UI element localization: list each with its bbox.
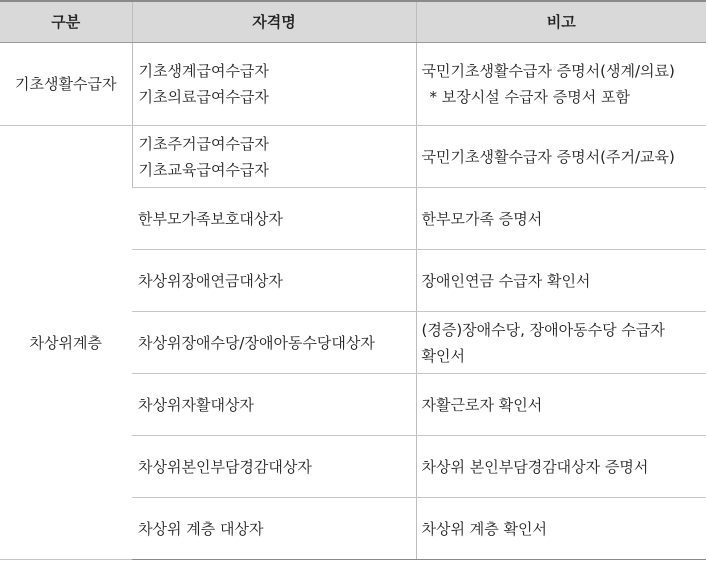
table-row: [0, 126, 706, 188]
remark: 장애인연금 수급자 확인서: [416, 250, 706, 312]
remark: 국민기초생활수급자 증명서(주거/교육): [416, 126, 706, 188]
qualification-name: 차상위본인부담경감대상자: [132, 436, 416, 498]
category-near-poverty: 차상위계층: [0, 126, 132, 560]
header-qualification-name: 자격명: [132, 1, 416, 43]
header-row: [0, 1, 706, 43]
remark: 차상위 본인부담경감대상자 증명서: [416, 436, 706, 498]
remark: 국민기초생활수급자 증명서(생계/의료) * 보장시설 수급자 증명서 포함: [416, 43, 706, 126]
qualification-name: 차상위장애연금대상자: [132, 250, 416, 312]
header-category: 구분: [0, 1, 132, 43]
qualification-name: 기초주거급여수급자 기초교육급여수급자: [132, 126, 416, 188]
remark: 자활근로자 확인서: [416, 374, 706, 436]
qualification-name: 기초생계급여수급자 기초의료급여수급자: [132, 43, 416, 126]
remark: 한부모가족 증명서: [416, 188, 706, 250]
table-row: [0, 43, 706, 126]
qualification-name: 차상위장애수당/장애아동수당대상자: [132, 312, 416, 374]
remark: 차상위 계층 확인서: [416, 498, 706, 560]
qualification-name: 차상위자활대상자: [132, 374, 416, 436]
category-basic-livelihood: 기초생활수급자: [0, 43, 132, 126]
qualification-name: 차상위 계층 대상자: [132, 498, 416, 560]
header-remarks: 비고: [416, 1, 706, 43]
remark: (경증)장애수당, 장애아동수당 수급자 확인서: [416, 312, 706, 374]
qualification-name: 한부모가족보호대상자: [132, 188, 416, 250]
